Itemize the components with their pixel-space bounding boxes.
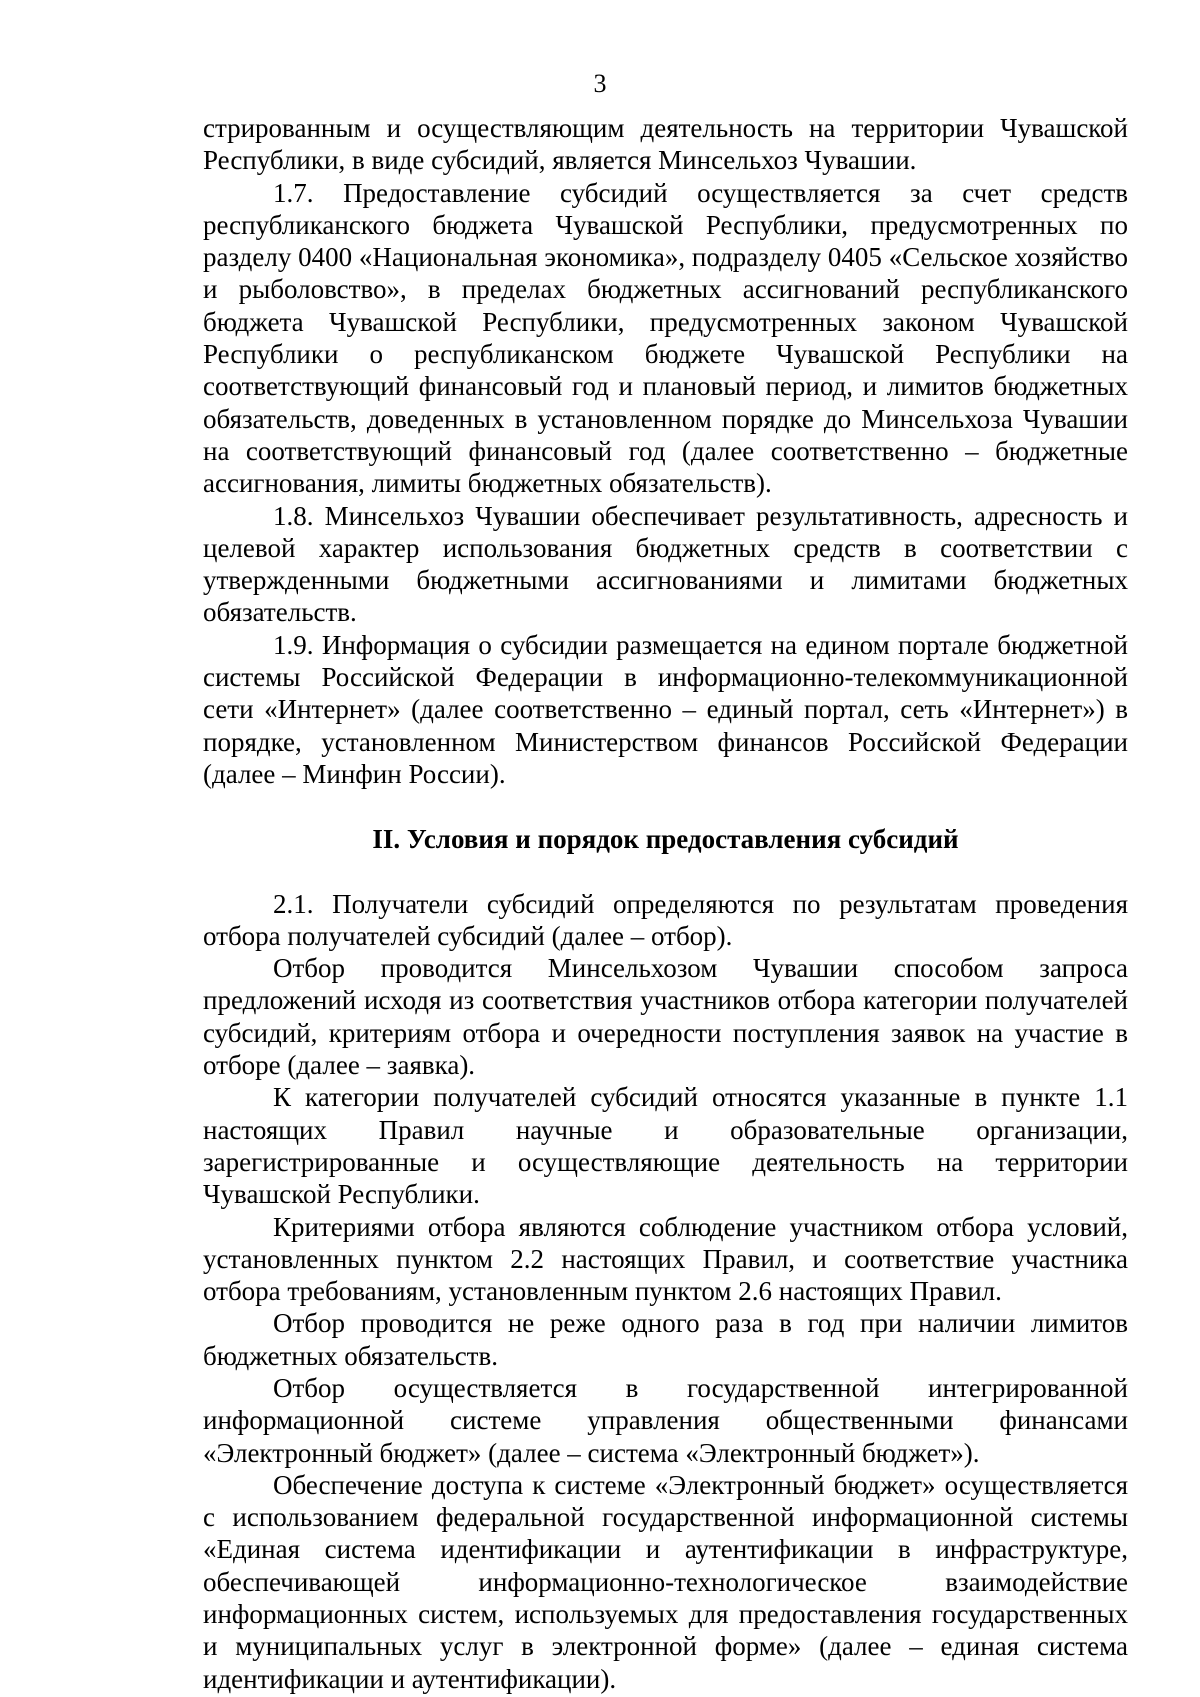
paragraph-electronic-budget: Отбор осуществляется в государственной интегрированной информационной системе управления общественными финансами «Электронный бюджет» (далее – система «Электронный бюджет»).	[203, 1372, 1128, 1468]
page-number: 3	[593, 69, 607, 98]
paragraph-recipient-category: К категории получателей субсидий относятся указанные в пункте 1.1 настоящих Правил научные и образовательные организации, зарегистрированные и осуществляющие деятельность на территории Чувашской Республики.	[203, 1082, 1128, 1210]
paragraph-2-1: 2.1. Получатели субсидий определяются по результатам проведения отбора получателей субсидий (далее – отбор).	[203, 888, 1128, 951]
paragraph-1-9: 1.9. Информация о субсидии размещается на едином портале бюджетной системы Российской Федерации в информационно-телекоммуникационной сети «Интернет» (далее соответственно – единый портал, сеть «Интернет») в порядке, установленном Министерством финансов Российской Федерации (далее – Минфин России).	[203, 629, 1128, 789]
paragraph-1-8: 1.8. Минсельхоз Чувашии обеспечивает результативность, адресность и целевой характер использования бюджетных средств в соответствии с утвержденными бюджетными ассигнованиями и лимитами бюджетных обязательств.	[203, 500, 1128, 628]
paragraph-selection-frequency: Отбор проводится не реже одного раза в год при наличии лимитов бюджетных обязательств.	[203, 1308, 1128, 1371]
section-heading: II. Условия и порядок предоставления субсидий	[372, 824, 959, 855]
paragraph-system-access: Обеспечение доступа к системе «Электронный бюджет» осуществляется с использованием федеральной государственной информационной системы «Единая система идентификации и аутентификации в инфраструктуре, обеспечивающей информационно-технологическое взаимодействие информационных систем, используемых для предоставления государственных и муниципальных услуг в электронной форме» (далее – единая система идентификации и аутентификации).	[203, 1469, 1128, 1694]
document-body	[203, 112, 1128, 1695]
paragraph-continuation: стрированным и осуществляющим деятельность на территории Чувашской Республики, в виде субсидий, является Минсельхоз Чувашии.	[203, 113, 1128, 176]
paragraph-selection-method: Отбор проводится Минсельхозом Чувашии способом запроса предложений исходя из соответствия участников отбора категории получателей субсидий, критериям отбора и очередности поступления заявок на участие в отборе (далее – заявка).	[203, 953, 1128, 1081]
paragraph-1-7: 1.7. Предоставление субсидий осуществляется за счет средств республиканского бюджета Чувашской Республики, предусмотренных по разделу 0400 «Национальная экономика», подразделу 0405 «Сельское хозяйство и рыболовство», в пределах бюджетных ассигнований республиканского бюджета Чувашской Республики, предусмотренных законом Чувашской Республики о республиканском бюджете Чувашской Республики на соответствующий финансовый год и плановый период, и лимитов бюджетных обязательств, доведенных в установленном порядке до Минсельхоза Чувашии на соответствующий финансовый год (далее соответственно – бюджетные ассигнования, лимиты бюджетных обязательств).	[203, 177, 1128, 499]
paragraph-selection-criteria: Критериями отбора являются соблюдение участником отбора условий, установленных пунктом 2.2 настоящих Правил, и соответствие участника отбора требованиям, установленным пунктом 2.6 настоящих Правил.	[203, 1211, 1128, 1307]
